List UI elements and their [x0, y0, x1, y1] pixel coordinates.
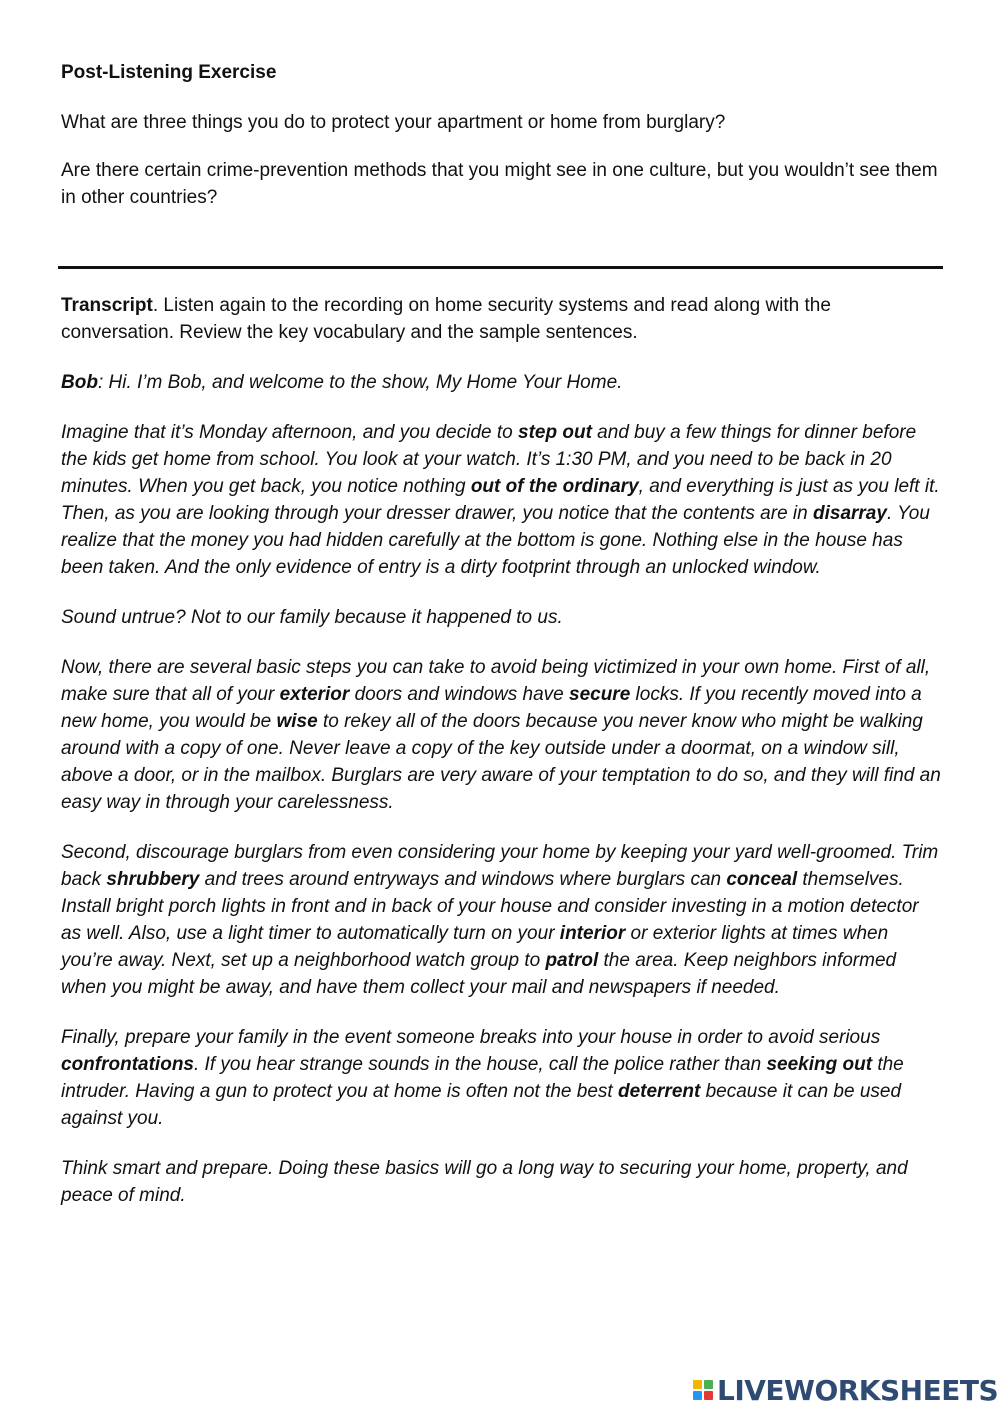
text-run: Now, there are several basic steps you can take to avoid being victimized in your own home. First of all, make sure that all of your	[61, 657, 931, 705]
horizontal-divider	[58, 266, 943, 269]
vocab-confrontations: confrontations	[61, 1054, 194, 1075]
vocab-wise: wise	[276, 711, 318, 732]
text-run: because it can be used against you.	[61, 1081, 902, 1129]
logo-grid-icon	[693, 1380, 713, 1400]
vocab-interior: interior	[559, 923, 626, 944]
paragraph-1	[61, 419, 941, 581]
liveworksheets-logo	[693, 1373, 998, 1407]
text-run: . You realize that the money you had hidden carefully at the bottom is gone. Nothing else in the house has been taken. And the only evidence of entry is a dirty footprint through an unlocked window.	[61, 503, 930, 578]
section-title: Post-Listening Exercise	[61, 62, 277, 83]
text-run: to rekey all of the doors because you never know who might be walking around with a copy of one. Never leave a copy of the key outside under a doormat, on a window sill, above a door, or in the mailbox. Burglars are very aware of your temptation to do so, and they will find an easy way in through your carelessness.	[61, 711, 941, 813]
vocab-deterrent: deterrent	[617, 1081, 701, 1102]
vocab-patrol: patrol	[545, 950, 599, 971]
text-run: doors and windows have	[349, 684, 569, 705]
text-run: or exterior lights at times when you’re away. Next, set up a neighborhood watch group to	[61, 923, 889, 971]
text-run: Finally, prepare your family in the event someone breaks into your house in order to avoid serious	[61, 1027, 881, 1048]
logo-square-icon	[704, 1380, 713, 1389]
vocab-disarray: disarray	[813, 503, 887, 524]
paragraph-2: Sound untrue? Not to our family because it happened to us.	[61, 607, 563, 628]
vocab-secure: secure	[569, 684, 631, 705]
text-run: and trees around entryways and windows where burglars can	[199, 869, 727, 890]
text-run: and buy a few things for dinner before the kids get home from school. You look at your watch. It’s 1:30 PM, and you need to be back in 20 minutes. When you get back, you notice nothing	[61, 422, 917, 497]
question-1: What are three things you do to protect your apartment or home from burglary?	[61, 111, 726, 133]
vocab-seeking-out: seeking out	[766, 1054, 873, 1075]
paragraph-6: Think smart and prepare. Doing these basics will go a long way to securing your home, property, and peace of mind.	[61, 1158, 908, 1206]
paragraph-4	[61, 839, 941, 1001]
text-run: the area. Keep neighbors informed when you might be away, and have them collect your mail and newspapers if needed.	[61, 950, 897, 998]
text-run: locks. If you recently moved into a new home, you would be	[61, 684, 922, 732]
logo-square-icon	[704, 1391, 713, 1400]
text-run: . If you hear strange sounds in the house, call the police rather than	[194, 1054, 767, 1075]
vocab-exterior: exterior	[279, 684, 350, 705]
speaker-name: Bob	[61, 372, 98, 393]
text-run: Second, discourage burglars from even considering your home by keeping your yard well-groomed. Trim back	[61, 842, 939, 890]
logo-square-icon	[693, 1380, 702, 1389]
vocab-shrubbery: shrubbery	[106, 869, 200, 890]
transcript-heading: Transcript	[61, 295, 153, 316]
post-listening-section	[61, 60, 941, 233]
vocab-conceal: conceal	[726, 869, 798, 890]
vocab-step-out: step out	[518, 422, 592, 443]
logo-text: LIVEWORKSHEETS	[717, 1373, 999, 1407]
logo-square-icon	[693, 1391, 702, 1400]
text-run: themselves. Install bright porch lights in front and in back of your house and consider investing in a motion detector as well. Also, use a light timer to automatically turn on your	[61, 869, 919, 944]
text-run: the intruder. Having a gun to protect you at home is often not the best	[61, 1054, 904, 1102]
transcript-intro	[61, 292, 941, 346]
paragraph-5	[61, 1024, 941, 1132]
transcript-section	[61, 292, 941, 1232]
speaker-text: : Hi. I’m Bob, and welcome to the show, My Home Your Home.	[97, 372, 623, 393]
text-run: Imagine that it’s Monday afternoon, and you decide to	[61, 422, 519, 443]
text-run: , and everything is just as you left it. Then, as you are looking through your dresser drawer, you notice that the contents are in	[61, 476, 940, 524]
paragraph-3	[61, 654, 941, 816]
vocab-out-of-the-ordinary: out of the ordinary	[470, 476, 639, 497]
question-2: Are there certain crime-prevention methods that you might see in one culture, but you wouldn’t see them in other countries?	[61, 160, 938, 208]
transcript-intro-text: . Listen again to the recording on home security systems and read along with the conversation. Review the key vocabulary and the sample sentences.	[61, 295, 831, 343]
speaker-line	[61, 369, 941, 396]
